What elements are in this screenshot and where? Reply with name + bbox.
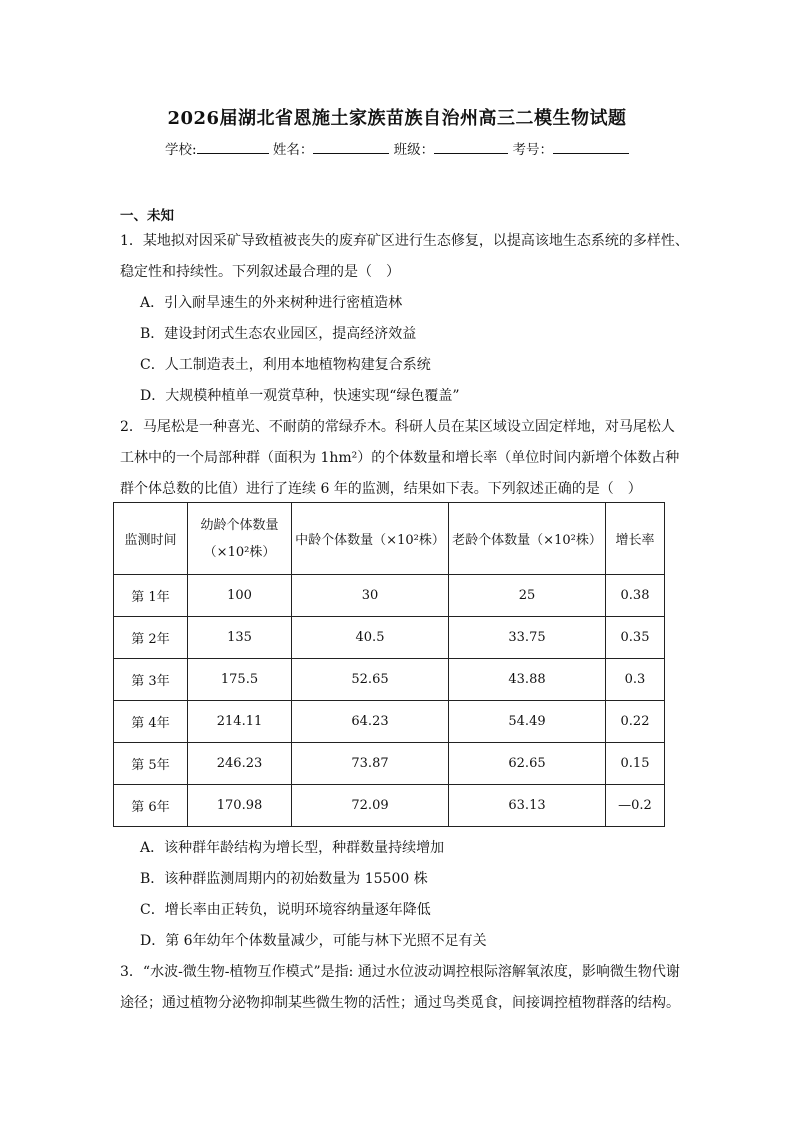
q2-option-b: B．该种群监测周期内的初始数量为 15500 株 bbox=[140, 871, 428, 887]
table-cell: 第 4年 bbox=[114, 701, 188, 743]
table-cell: 0.35 bbox=[606, 617, 665, 659]
table-cell: 30 bbox=[292, 575, 449, 617]
table-cell: 72.09 bbox=[292, 785, 449, 827]
table-cell: 170.98 bbox=[188, 785, 292, 827]
table-cell: 62.65 bbox=[449, 743, 606, 785]
q1-option-b: B．建设封闭式生态农业园区，提高经济效益 bbox=[140, 326, 417, 342]
q2-option-a: A．该种群年龄结构为增长型，种群数量持续增加 bbox=[140, 840, 445, 856]
table-header-row bbox=[114, 503, 665, 575]
name-label: 姓名： bbox=[272, 142, 314, 158]
table-row bbox=[114, 701, 665, 743]
table-row bbox=[114, 743, 665, 785]
table-cell: 54.49 bbox=[449, 701, 606, 743]
number-label: 考号： bbox=[512, 142, 553, 158]
table-cell: 第 6年 bbox=[114, 785, 188, 827]
table-cell: 40.5 bbox=[292, 617, 449, 659]
table-cell: 0.22 bbox=[606, 701, 665, 743]
table-row bbox=[114, 617, 665, 659]
table-cell: 135 bbox=[188, 617, 292, 659]
table-cell: 214.11 bbox=[188, 701, 292, 743]
table-cell: 25 bbox=[449, 575, 606, 617]
table-cell: 第 5年 bbox=[114, 743, 188, 785]
school-label: 学校: bbox=[165, 142, 197, 158]
table-cell: 0.15 bbox=[606, 743, 665, 785]
name-blank[interactable] bbox=[313, 139, 389, 154]
table-cell: 52.65 bbox=[292, 659, 449, 701]
class-blank[interactable] bbox=[434, 139, 508, 154]
q3-stem-line-1: 3．“水波-微生物-植物互作模式”是指: 通过水位波动调控根际溶解氧浓度，影响微生物代谢 bbox=[120, 964, 680, 980]
table-header-cell: 监测时间 bbox=[114, 503, 188, 575]
table-cell: 100 bbox=[188, 575, 292, 617]
q2-option-d: D．第 6年幼年个体数量减少，可能与林下光照不足有关 bbox=[140, 933, 487, 949]
table-cell: 43.88 bbox=[449, 659, 606, 701]
monitoring-table bbox=[113, 502, 665, 827]
q1-stem-line-1: 1．某地拟对因采矿导致植被丧失的废弃矿区进行生态修复，以提高该地生态系统的多样性、 bbox=[120, 233, 689, 249]
table-row bbox=[114, 575, 665, 617]
table-cell: 0.3 bbox=[606, 659, 665, 701]
q3-stem-line-2: 途径；通过植物分泌物抑制某些微生物的活性；通过鸟类觅食，间接调控植物群落的结构。 bbox=[120, 995, 680, 1011]
table-cell: 第 3年 bbox=[114, 659, 188, 701]
q1-option-d: D．大规模种植单一观赏草种，快速实现“绿色覆盖” bbox=[140, 388, 460, 404]
table-cell: 64.23 bbox=[292, 701, 449, 743]
table-header-cell: 增长率 bbox=[606, 503, 665, 575]
table-header-cell: 中龄个体数量（×10²株） bbox=[292, 503, 449, 575]
q2-option-c: C．增长率由正转负，说明环境容纳量逐年降低 bbox=[140, 902, 431, 918]
table-cell: 33.75 bbox=[449, 617, 606, 659]
table-cell: 246.23 bbox=[188, 743, 292, 785]
table-cell: 0.38 bbox=[606, 575, 665, 617]
exam-title: 2026届湖北省恩施土家族苗族自治州高三二模生物试题 bbox=[167, 108, 627, 129]
school-blank[interactable] bbox=[197, 139, 269, 154]
q1-stem-line-2: 稳定性和持续性。下列叙述最合理的是（ ） bbox=[120, 264, 400, 280]
table-cell: 63.13 bbox=[449, 785, 606, 827]
section-heading: 一、未知 bbox=[120, 208, 174, 224]
table-cell: 第 1年 bbox=[114, 575, 188, 617]
student-info-line bbox=[0, 138, 794, 158]
q2-stem-line-1: 2．马尾松是一种喜光、不耐荫的常绿乔木。科研人员在某区域设立固定样地，对马尾松人 bbox=[120, 419, 675, 435]
table-cell: 第 2年 bbox=[114, 617, 188, 659]
table-row bbox=[114, 785, 665, 827]
q1-option-c: C．人工制造表土，利用本地植物构建复合系统 bbox=[140, 357, 431, 373]
table-cell: 175.5 bbox=[188, 659, 292, 701]
table-cell: 73.87 bbox=[292, 743, 449, 785]
q2-stem-line-3: 群个体总数的比值）进行了连续 6 年的监测，结果如下表。下列叙述正确的是（ ） bbox=[120, 481, 642, 497]
class-label: 班级： bbox=[393, 142, 435, 158]
table-header-cell: 老龄个体数量（×10²株） bbox=[449, 503, 606, 575]
q2-stem-line-2: 工林中的一个局部种群（面积为 1hm²）的个体数量和增长率（单位时间内新增个体数占种 bbox=[120, 450, 680, 466]
table-header-cell: 幼龄个体数量（×10²株） bbox=[188, 503, 292, 575]
table-row bbox=[114, 659, 665, 701]
q1-option-a: A．引入耐旱速生的外来树种进行密植造林 bbox=[140, 295, 403, 311]
number-blank[interactable] bbox=[553, 139, 629, 154]
table-cell: —0.2 bbox=[606, 785, 665, 827]
